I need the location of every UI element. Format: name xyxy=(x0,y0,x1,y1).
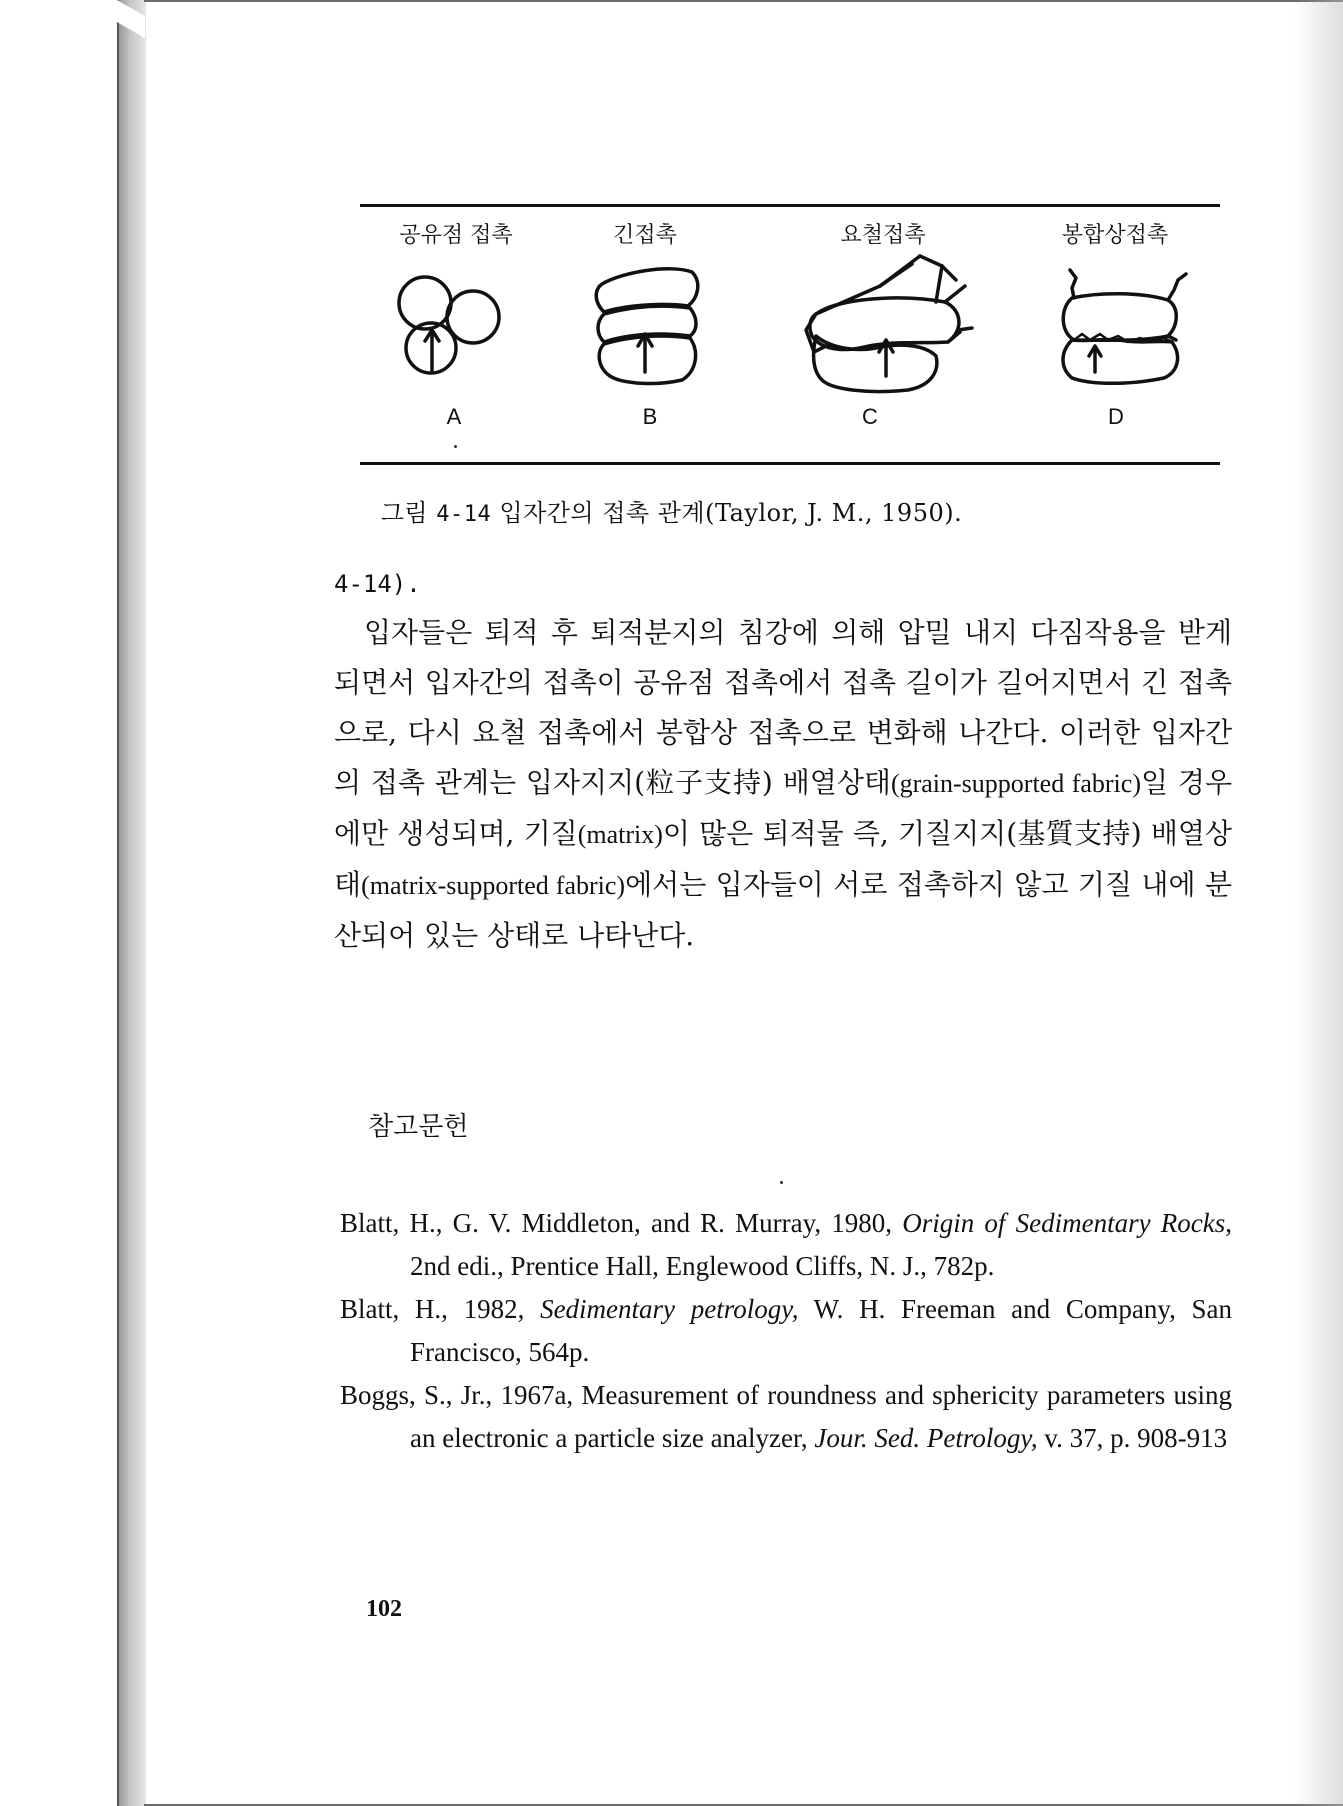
book-gutter xyxy=(0,0,118,1806)
speck xyxy=(454,445,457,448)
figure-label-point-contact: 공유점 접촉 xyxy=(399,223,513,248)
references-heading: 참고문헌 xyxy=(368,1112,469,1142)
body-paragraph: 입자들은 퇴적 후 퇴적분지의 침강에 의해 압밀 내지 다짐작용을 받게 되면서 입자간의 접촉이 공유점 접촉에서 접촉 길이가 길어지면서 긴 접촉으로, 다시 요철 접촉에서 봉합상 접촉으로 변화해 나간다. 이러한 입자간의 접촉 관계는 입자지지(粒子支持) 배열상태(grain-supported fabric)일 경우에만 생성되며, 기질(matrix)이 많은 퇴적물 즉, 기질지지(基質支持) 배열상태(matrix-supported fabric)에서는 입자들이 서로 접촉하지 않고 기질 내에 분산되어 있는 상태로 나타난다. xyxy=(334,616,1233,952)
figure-top-rule xyxy=(360,204,1220,207)
figure-letter-a: A xyxy=(446,404,462,429)
figure-bottom-rule xyxy=(360,462,1220,465)
grain-diagram-a xyxy=(399,277,499,373)
figure-letter-d: D xyxy=(1108,404,1124,429)
page-top-edge xyxy=(144,0,1343,2)
grain-contact-figure xyxy=(360,204,1220,466)
speck xyxy=(780,1181,783,1184)
reference-item: Boggs, S., Jr., 1967a, Measurement of roundness and sphericity parameters using an electronic a particle size analyzer, Jour. Sed. Petrology, v. 37, p. 908-913 xyxy=(340,1380,1232,1453)
reference-item: Blatt, H., 1982, Sedimentary petrology, W. H. Freeman and Company, San Francisco, 564p. xyxy=(340,1294,1233,1367)
grain-contact-drawings xyxy=(360,244,1220,404)
page-number: 102 xyxy=(366,1596,402,1622)
figure-reference-fragment: 4-14). xyxy=(334,570,421,598)
figure-letter-b: B xyxy=(642,404,658,429)
reference-list xyxy=(340,1202,1232,1460)
figure-label-long-contact: 긴접촉 xyxy=(613,223,677,248)
page-stack-edge xyxy=(117,0,146,1806)
grain-diagram-d xyxy=(1063,270,1186,383)
grain-diagram-b xyxy=(596,269,698,384)
figure-label-sutured-contact: 봉합상접촉 xyxy=(1061,223,1169,248)
figure-caption: 그림 4-14 입자간의 접촉 관계(Taylor, J. M., 1950). xyxy=(380,499,963,527)
figure-letter-c: C xyxy=(862,404,878,429)
figure-label-concavo-convex-contact: 요철접촉 xyxy=(840,223,926,248)
page-shadow xyxy=(1293,0,1343,1806)
grain-diagram-c xyxy=(806,256,972,392)
reference-item: Blatt, H., G. V. Middleton, and R. Murray, 1980, Origin of Sedimentary Rocks, 2nd edi., Prentice Hall, Englewood Cliffs, N. J., 782p. xyxy=(340,1208,1232,1281)
